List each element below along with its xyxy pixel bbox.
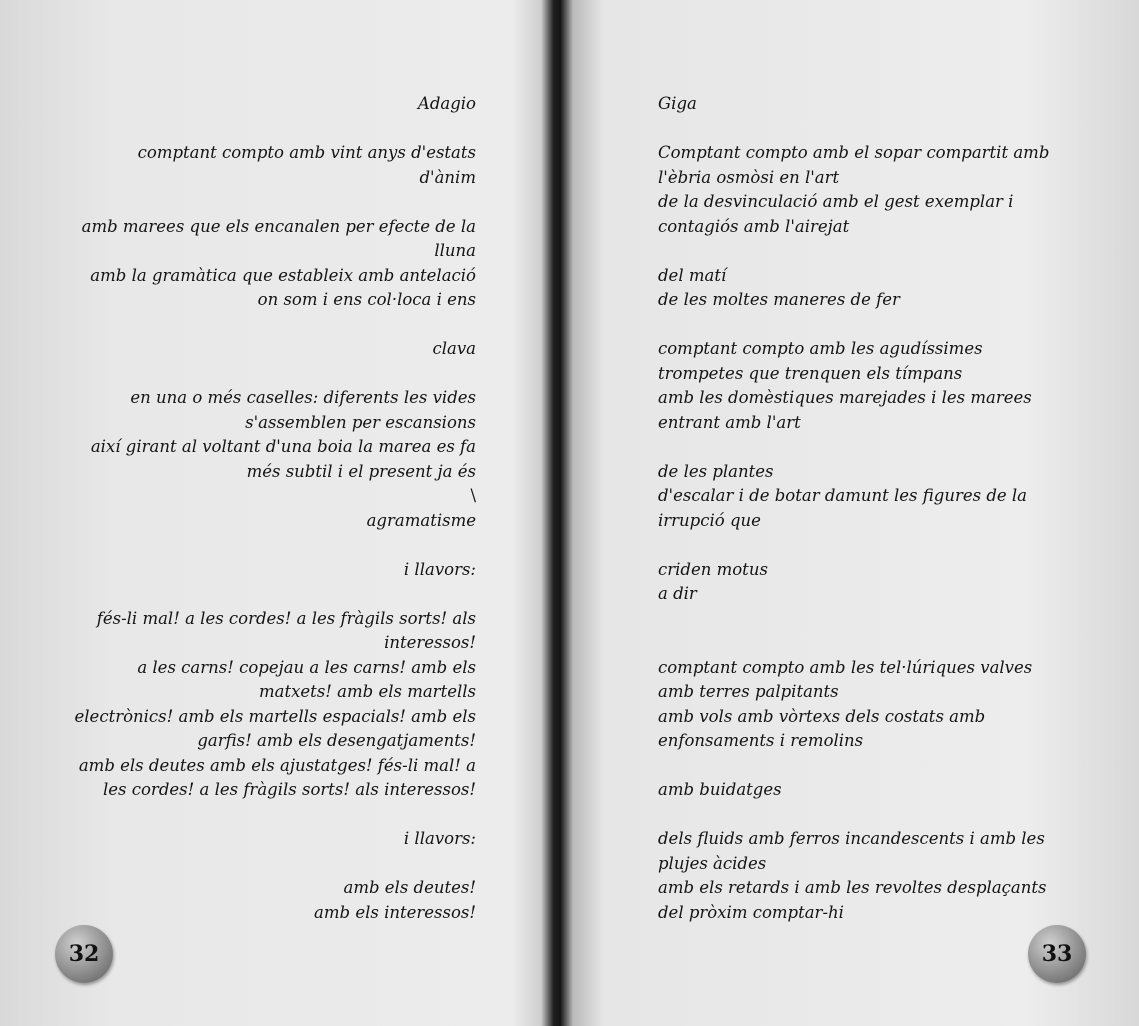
poem-line <box>658 631 1049 656</box>
poem-line <box>658 803 1049 828</box>
poem-line: matxets! amb els martells <box>259 682 476 701</box>
poem-line: garfis! amb els desengatjaments! <box>197 731 476 750</box>
poem-line: Adagio <box>417 94 476 113</box>
poem-line: l'èbria osmòsi en l'art <box>658 167 840 187</box>
poem-line: fés-li mal! a les cordes! a les fràgils sorts! als <box>96 608 476 628</box>
poem-line <box>75 803 476 828</box>
poem-line: Comptant compto amb el sopar compartit amb <box>658 143 1050 162</box>
left-page <box>0 0 548 1026</box>
poem-line <box>658 607 1049 632</box>
poem-line: a les carns! copejau a les carns! amb els <box>137 657 476 677</box>
poem-line <box>75 582 476 607</box>
poem-line: entrant amb l'art <box>658 412 801 432</box>
poem-line <box>75 852 476 877</box>
poem-line: d'ànim <box>419 167 476 187</box>
poem-line: amb la gramàtica que estableix amb antelació <box>90 265 476 285</box>
poem-line: amb buidatges <box>658 780 782 799</box>
right-poem <box>658 92 1049 925</box>
poem-line: lluna <box>434 241 476 260</box>
poem-line: interessos! <box>384 633 476 652</box>
poem-line: trompetes que trenquen els tímpans <box>658 363 963 383</box>
poem-line: \ <box>470 486 476 505</box>
poem-line: criden motus <box>658 559 768 579</box>
poem-line <box>658 754 1049 779</box>
poem-line: Giga <box>658 94 697 113</box>
poem-line: de la desvinculació amb el gest exemplar i <box>658 192 1014 211</box>
poem-line <box>75 117 476 142</box>
poem-line <box>75 313 476 338</box>
poem-line: les cordes! a les fràgils sorts! als interessos! <box>103 780 476 799</box>
poem-line: d'escalar i de botar damunt les figures de la <box>658 486 1028 505</box>
poem-line: en una o més caselles: diferents les vides <box>130 388 476 407</box>
poem-line: del matí <box>658 265 727 285</box>
poem-line: i llavors: <box>403 829 476 848</box>
poem-line: amb marees que els encanalen per efecte de la <box>81 216 476 236</box>
poem-line: a dir <box>658 584 697 603</box>
poem-line: s'assemblen per escansions <box>245 412 476 432</box>
poem-line: amb vols amb vòrtexs dels costats amb <box>658 706 986 726</box>
poem-line: dels fluids amb ferros incandescents i amb les <box>658 829 1045 848</box>
poem-line: amb els retards i amb les revoltes desplaçants <box>658 878 1047 897</box>
poem-line: així girant al voltant d'una boia la marea es fa <box>90 437 476 456</box>
poem-line: de les moltes maneres de fer <box>658 290 900 309</box>
poem-line <box>658 435 1049 460</box>
poem-line: amb les domèstiques marejades i les marees <box>658 388 1032 407</box>
poem-line: plujes àcides <box>658 853 767 873</box>
poem-line: comptant compto amb vint anys d'estats <box>137 143 476 162</box>
poem-line <box>658 313 1049 338</box>
poem-line <box>75 533 476 558</box>
poem-line: comptant compto amb les tel·lúriques valves <box>658 657 1033 677</box>
page-number: 33 <box>1041 941 1073 967</box>
poem-line <box>75 362 476 387</box>
poem-line <box>658 117 1049 142</box>
poem-line: amb els deutes amb els ajustatges! fés-li mal! a <box>78 755 476 775</box>
poem-line: amb terres palpitants <box>658 682 839 701</box>
poem-line: i llavors: <box>403 559 476 579</box>
poem-line: més subtil i el present ja és <box>246 461 476 481</box>
page-number-badge <box>55 925 113 983</box>
poem-line: enfonsaments i remolins <box>658 731 864 750</box>
poem-line: contagiós amb l'airejat <box>658 216 850 236</box>
left-poem <box>75 92 476 925</box>
poem-line: clava <box>432 339 476 358</box>
poem-line: irrupció que <box>658 510 761 530</box>
poem-line <box>658 239 1049 264</box>
poem-line: de les plantes <box>658 461 774 481</box>
poem-line: amb els deutes! <box>343 878 476 897</box>
poem-line: agramatisme <box>366 510 476 530</box>
poem-line: del pròxim comptar-hi <box>658 902 844 922</box>
poem-line: amb els interessos! <box>314 902 476 922</box>
poem-line: on som i ens col·loca i ens <box>257 290 476 309</box>
poem-line <box>75 190 476 215</box>
poem-line: comptant compto amb les agudíssimes <box>658 339 983 358</box>
poem-line <box>658 533 1049 558</box>
page-number-badge <box>1028 925 1086 983</box>
poem-line: electrònics! amb els martells espacials! amb els <box>74 706 476 726</box>
right-page <box>568 0 1139 1026</box>
page-number: 32 <box>68 941 100 967</box>
